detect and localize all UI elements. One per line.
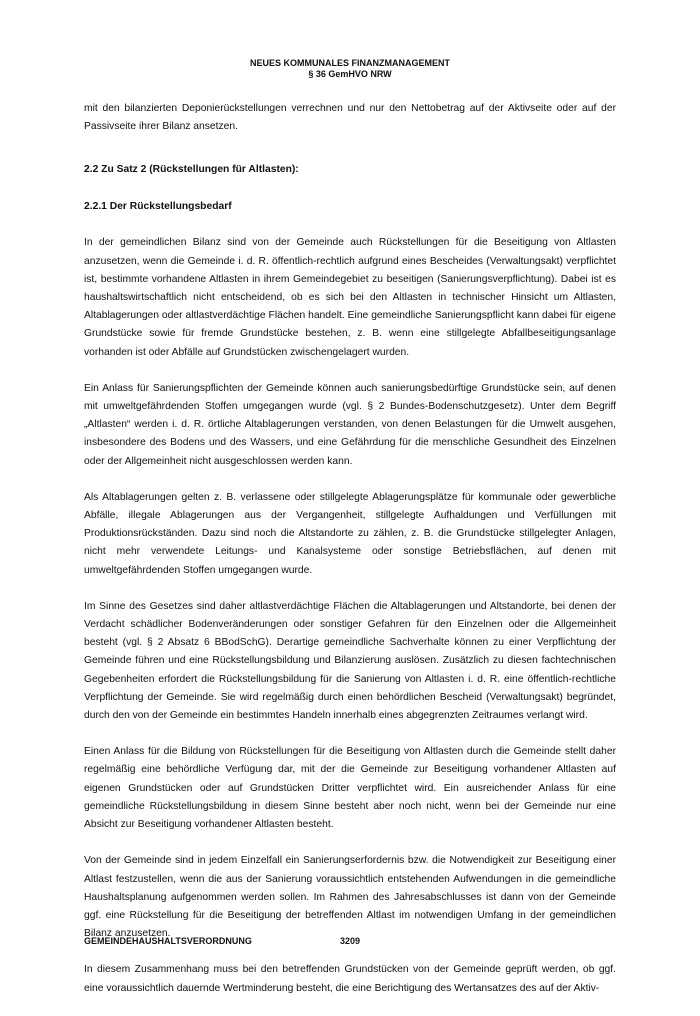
body-paragraph: Ein Anlass für Sanierungspflichten der Gemeinde können auch sanierungsbedürftige Grundstücke sein, auf denen mit umweltgefährdenden Stoffen umgegangen wurde (vgl. § 2 Bundes-Bodenschutzgesetz). Unter dem Begriff „Altlasten“ werden i. d. R. örtliche Altablagerungen verstanden, von denen Belastungen für die Umwelt ausgehen, insbesondere des Bodens und des Wassers, und eine Gefährdung für die menschliche Gesundheit des Einzelnen oder der Allgemeinheit nicht ausgeschlossen werden kann. <box>84 382 616 467</box>
body-paragraph: In diesem Zusammenhang muss bei den betreffenden Grundstücken von der Gemeinde geprüft werden, ob ggf. eine voraussichtlich dauernde Wertminderung besteht, die eine Berichtigung des Wertansatzes des auf der Aktiv- <box>84 964 616 994</box>
footer-title: GEMEINDEHAUSHALTSVERORDNUNG <box>84 936 252 946</box>
page-number: 3209 <box>340 936 361 946</box>
body-paragraph: In der gemeindlichen Bilanz sind von der Gemeinde auch Rückstellungen für die Beseitigung von Altlasten anzusetzen, wenn die Gemeinde i. d. R. öffentlich-rechtlich aufgrund eines Bescheides (Verwaltungsakt) verpflichtet ist, bestimmte vorhandene Altlasten in ihrem Gemeindegebiet zu beseitigen (Sanierungsverpflichtung). Dabei ist es haushaltswirtschaftlich nicht entscheidend, ob es sich bei den Altlasten in technischer Hinsicht um Altlasten, Altablagerungen oder altlastverdächtige Flächen handelt. Eine gemeindliche Sanierungspflicht kann dabei für eigene Grundstücke sowie für fremde Grundstücke bestehen, z. B. wenn eine stillgelegte Abfallbeseitigungsanlage vorhanden ist oder Abfälle auf Grundstücken zwischengelagert wurden. <box>84 237 616 358</box>
page-header <box>0 58 700 80</box>
section-heading: 2.2 Zu Satz 2 (Rückstellungen für Altlasten): <box>84 164 299 176</box>
subsection-heading: 2.2.1 Der Rückstellungsbedarf <box>84 200 232 212</box>
header-title: NEUES KOMMUNALES FINANZMANAGEMENT <box>250 58 450 68</box>
page-footer <box>84 936 361 946</box>
body-paragraph: Einen Anlass für die Bildung von Rückstellungen für die Beseitigung von Altlasten durch die Gemeinde stellt daher regelmäßig eine behördliche Verfügung dar, mit der die Gemeinde zur Beseitigung vorhandener Altlasten auf eigenen Grundstücken oder auf Grundstücken Dritter verpflichtet wird. Ein ausreichender Anlass für eine gemeindliche Rückstellungsbildung in diesem Sinne besteht aber noch nicht, wenn bei der Gemeinde nur eine Absicht zur Beseitigung vorhandener Altlasten besteht. <box>84 746 616 831</box>
body-paragraph: Von der Gemeinde sind in jedem Einzelfall ein Sanierungserfordernis bzw. die Notwendigkeit zur Beseitigung einer Altlast festzustellen, wenn die aus der Sanierung voraussichtlich entstehenden Aufwendungen in die gemeindliche Haushaltsplanung aufgenommen werden sollen. Im Rahmen des Jahresabschlusses ist dann von der Gemeinde ggf. eine Rückstellung für die Beseitigung der betreffenden Altlast im notwendigen Umfang in der gemeindlichen Bilanz anzusetzen. <box>84 855 616 940</box>
body-paragraph: Als Altablagerungen gelten z. B. verlassene oder stillgelegte Ablagerungsplätze für kommunale oder gewerbliche Abfälle, illegale Ablagerungen aus der Vergangenheit, stillgelegte Aufhaldungen und Verfüllungen mit Produktionsrückständen. Dazu sind noch die Altstandorte zu zählen, z. B. die Grundstücke stillgelegter Anlagen, nicht mehr verwendete Leitungs- und Kanalsysteme oder sonstige Betriebsflächen, auf denen mit umweltgefährdenden Stoffen umgegangen wurde. <box>84 491 616 576</box>
continuation-paragraph: mit den bilanzierten Deponierückstellungen verrechnen und nur den Nettobetrag auf der Aktivseite oder auf der Passivseite ihrer Bilanz ansetzen. <box>84 103 616 133</box>
header-subtitle: § 36 GemHVO NRW <box>308 69 392 79</box>
body-paragraph: Im Sinne des Gesetzes sind daher altlastverdächtige Flächen die Altablagerungen und Altstandorte, bei denen der Verdacht schädlicher Bodenveränderungen oder sonstiger Gefahren für den Einzelnen oder die Allgemeinheit besteht (vgl. § 2 Absatz 6 BBodSchG). Derartige gemeindliche Sachverhalte können zu einer Verpflichtung der Gemeinde führen und eine Rückstellungsbildung und Bilanzierung auslösen. Zusätzlich zu diesen fachtechnischen Gegebenheiten erfordert die Rückstellungsbildung für die Sanierung von Altlasten i. d. R. eine öffentlich-rechtliche Verpflichtung der Gemeinde. Sie wird regelmäßig durch einen behördlichen Bescheid (Verwaltungsakt) begründet, durch den von der Gemeinde ein bestimmtes Handeln innerhalb eines abgegrenzten Zeitraumes verlangt wird. <box>84 600 616 722</box>
page-body <box>84 100 616 1016</box>
